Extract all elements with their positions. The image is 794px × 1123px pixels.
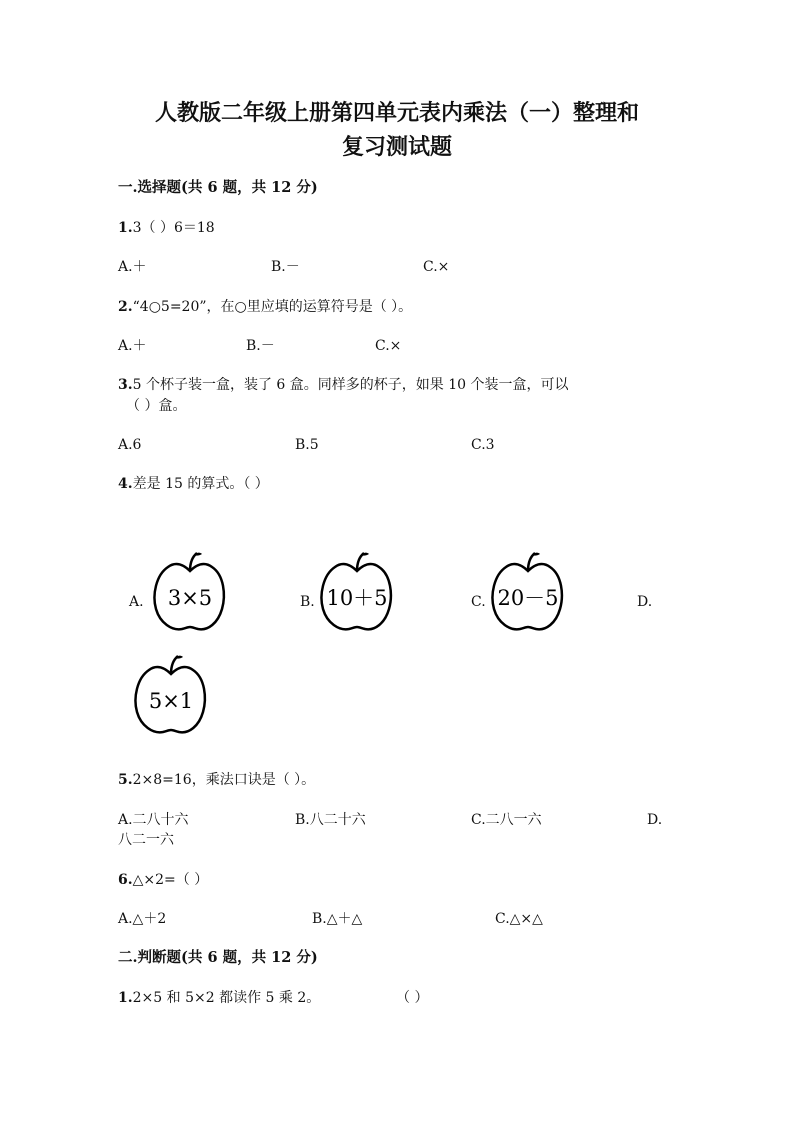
question-text: 2×5 和 5×2 都读作 5 乘 2。 [132,990,321,1006]
question-text: 5 个杯子装一盒，装了 6 盒。同样多的杯子，如果 10 个装一盒，可以 [132,377,569,393]
q4-option-b-label: B. [300,594,315,610]
q2-option-c: C.× [375,338,402,354]
section-title-true-false: 二.判断题(共 6 题，共 12 分) [118,949,318,966]
q5-option-d-text: 八二一六 [118,832,174,848]
q3-option-c: C.3 [471,437,495,453]
question-number: 5. [118,772,133,788]
judge-question-1-blank: （ ） [396,990,429,1006]
q4-option-c-label: C. [471,594,486,610]
q5-option-d: D. [647,812,663,828]
q2-option-a: A.＋ [118,338,147,354]
question-3 [118,375,569,395]
question-number: 2. [118,299,133,315]
apple-c [488,549,568,635]
question-5 [118,770,315,790]
page-title-line-2: 复习测试题 [341,134,452,160]
q1-option-b: B.－ [271,259,300,275]
apple-b [317,549,397,635]
question-number: 3. [118,377,133,393]
question-number: 1. [118,220,133,236]
apple-expression: 10＋5 [326,586,388,610]
question-text: 3（ ）6＝18 [132,220,215,236]
question-text: “4○5=20”，在○里应填的运算符号是（ ）。 [132,299,413,315]
apple-d [131,652,211,738]
q4-option-a-label: A. [129,594,144,610]
q5-option-a: A.二八十六 [118,812,189,828]
question-text: △×2=（ ） [132,872,209,888]
q5-option-c: C.二八一六 [471,812,542,828]
question-number: 1. [118,990,133,1006]
q3-option-b: B.5 [295,437,319,453]
question-number: 4. [118,476,133,492]
section-title-multiple-choice: 一.选择题(共 6 题，共 12 分) [118,179,318,196]
page-title-line-1: 人教版二年级上册第四单元表内乘法（一）整理和 [154,100,639,126]
question-6 [118,870,208,890]
apple-expression: 5×1 [148,689,194,713]
q6-option-b: B.△＋△ [312,911,363,927]
q2-option-b: B.－ [246,338,275,354]
q6-option-a: A.△＋2 [118,911,167,927]
question-text: 差是 15 的算式。（ ） [132,476,269,492]
q5-option-b: B.八二十六 [295,812,366,828]
question-text: 2×8=16，乘法口诀是（ ）。 [132,772,316,788]
apple-expression: 20－5 [497,586,559,610]
question-number: 6. [118,872,133,888]
apple-a [150,549,230,635]
judge-question-1 [118,988,320,1008]
question-3-continued: （ ）盒。 [126,398,187,414]
question-4 [118,474,269,494]
q6-option-c: C.△×△ [495,911,543,927]
question-1 [118,218,215,238]
q1-option-c: C.× [423,259,450,275]
q3-option-a: A.6 [118,437,142,453]
apple-expression: 3×5 [167,586,213,610]
q4-option-d-label: D. [637,594,653,610]
q1-option-a: A.＋ [118,259,147,275]
question-2 [118,297,412,317]
